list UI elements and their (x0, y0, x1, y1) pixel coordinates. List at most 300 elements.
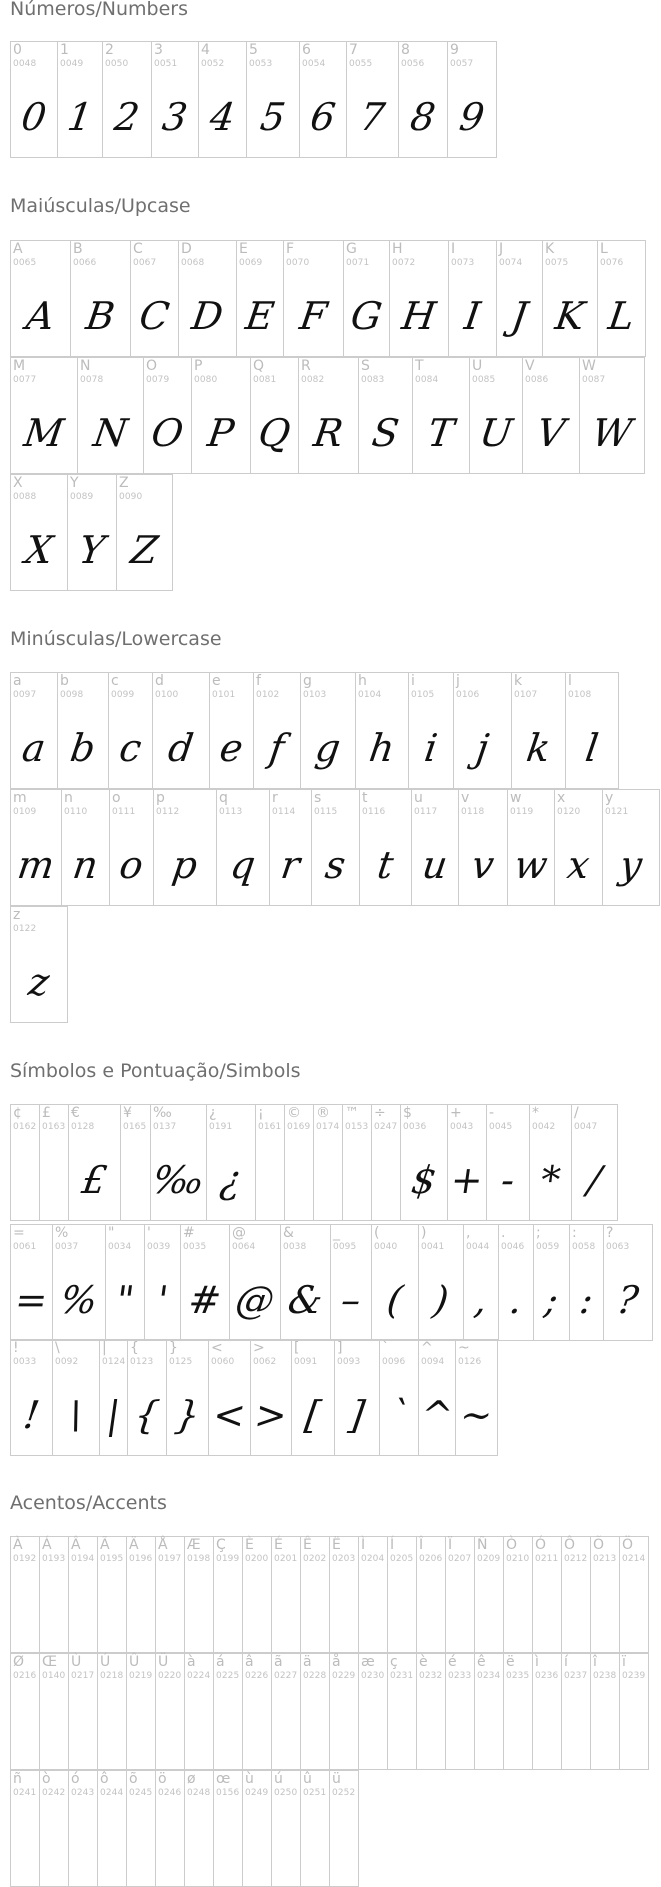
glyph-sample: r (278, 842, 303, 887)
glyph-sample: 2 (111, 94, 143, 139)
glyph-code: 0250 (274, 1788, 298, 1798)
glyph-char-label: û (303, 1771, 312, 1787)
glyph-cell (412, 357, 470, 474)
glyph-sample: . (506, 1277, 526, 1322)
glyph-row-symbols-3 (10, 1339, 497, 1456)
glyph-code: 0070 (286, 258, 310, 268)
glyph-char-label: ' (147, 1225, 151, 1241)
glyph-char-label: b (60, 673, 69, 689)
glyph-char-label: ¢ (13, 1105, 22, 1121)
glyph-code: 0080 (194, 375, 218, 385)
glyph-code: 0200 (245, 1554, 269, 1564)
glyph-char-label: G (346, 241, 357, 257)
glyph-code: 0194 (71, 1554, 95, 1564)
section-title-lowercase: Minúsculas/Lowercase (10, 628, 222, 650)
glyph-char-label: [ (294, 1340, 300, 1356)
glyph-code: 0161 (258, 1122, 282, 1132)
glyph-code: 0197 (158, 1554, 182, 1564)
glyph-code: 0100 (155, 690, 179, 700)
glyph-char-label: ? (606, 1225, 614, 1241)
glyph-code: 0071 (346, 258, 370, 268)
glyph-char-label: Ñ (477, 1537, 488, 1553)
glyph-char-label: < (211, 1340, 223, 1356)
glyph-code: 0111 (112, 807, 136, 817)
glyph-code: 0244 (100, 1788, 124, 1798)
glyph-sample: 4 (207, 94, 238, 139)
glyph-char-label: / (574, 1105, 579, 1121)
glyph-char-label: S (361, 358, 370, 374)
glyph-code: 0081 (253, 375, 277, 385)
glyph-cell (447, 41, 497, 158)
glyph-sample: ( (384, 1277, 406, 1322)
glyph-char-label: ¥ (123, 1105, 132, 1121)
glyph-char-label: Õ (593, 1537, 605, 1553)
glyph-code: 0193 (42, 1554, 66, 1564)
section-title-upcase: Maiúsculas/Upcase (10, 195, 191, 217)
glyph-char-label: ü (332, 1771, 341, 1787)
glyph-char-label: . (501, 1225, 506, 1241)
glyph-char-label: ! (13, 1340, 19, 1356)
glyph-code: 0086 (525, 375, 549, 385)
glyph-sample: w (511, 842, 551, 887)
glyph-cell (343, 240, 390, 357)
glyph-sample: j (473, 725, 492, 770)
glyph-char-label: á (216, 1654, 225, 1670)
glyph-code: 0075 (545, 258, 569, 268)
glyph-code: 0116 (362, 807, 386, 817)
glyph-code: 0110 (64, 807, 88, 817)
glyph-sample: ‰ (149, 1157, 208, 1202)
glyph-char-label: { (130, 1340, 139, 1356)
glyph-char-label: Ô (564, 1537, 576, 1553)
glyph-cell (496, 240, 543, 357)
section-title-accents: Acentos/Accents (10, 1492, 167, 1514)
glyph-code: 0090 (119, 492, 143, 502)
glyph-code: 0228 (303, 1671, 327, 1681)
glyph-code: 0115 (314, 807, 338, 817)
glyph-code: 0097 (13, 690, 37, 700)
glyph-sample: W (589, 410, 635, 455)
glyph-code: 0089 (70, 492, 94, 502)
glyph-cell (447, 1104, 487, 1221)
glyph-char-label: r (272, 790, 278, 806)
glyph-code: 0251 (303, 1788, 327, 1798)
glyph-code: 0219 (129, 1671, 153, 1681)
glyph-cell (10, 1224, 53, 1341)
glyph-code: 0126 (458, 1357, 482, 1367)
glyph-sample: h (366, 725, 398, 770)
glyph-char-label: f (256, 673, 261, 689)
glyph-char-label: c (111, 673, 119, 689)
glyph-sample: ! (20, 1392, 43, 1437)
glyph-code: 0055 (349, 59, 373, 69)
glyph-char-label: Á (42, 1537, 52, 1553)
glyph-code: 0059 (536, 1242, 560, 1252)
glyph-cell (329, 1770, 359, 1887)
glyph-code: 0230 (361, 1671, 385, 1681)
glyph-cell (619, 1536, 649, 1653)
glyph-char-label: Ä (129, 1537, 139, 1553)
glyph-char-label: í (564, 1654, 568, 1670)
glyph-char-label: É (274, 1537, 283, 1553)
glyph-code: 0118 (461, 807, 485, 817)
glyph-char-label: p (156, 790, 165, 806)
glyph-char-label: ê (477, 1654, 486, 1670)
glyph-code: 0248 (187, 1788, 211, 1798)
glyph-code: 0203 (332, 1554, 356, 1564)
glyph-char-label: ÷ (374, 1105, 386, 1121)
glyph-char-label: ò (42, 1771, 51, 1787)
glyph-cell (355, 672, 409, 789)
glyph-code: 0079 (146, 375, 170, 385)
glyph-code: 0201 (274, 1554, 298, 1564)
glyph-char-label: À (13, 1537, 23, 1553)
glyph-code: 0120 (557, 807, 581, 817)
glyph-char-label: P (194, 358, 203, 374)
glyph-char-label: @ (232, 1225, 246, 1241)
glyph-code: 0140 (42, 1671, 66, 1681)
glyph-sample: v (469, 842, 497, 887)
glyph-code: 0232 (419, 1671, 443, 1681)
glyph-char-label: Q (253, 358, 265, 374)
glyph-sample: J (508, 293, 531, 338)
glyph-code: 0084 (415, 375, 439, 385)
glyph-char-label: + (450, 1105, 462, 1121)
glyph-cell (105, 1224, 145, 1341)
glyph-char-label: 7 (349, 42, 358, 58)
glyph-cell (298, 357, 359, 474)
glyph-cell (300, 672, 356, 789)
glyph-sample: Q (255, 410, 294, 455)
glyph-char-label: T (415, 358, 424, 374)
glyph-sample: y (617, 842, 645, 887)
glyph-row-upcase-1 (10, 240, 645, 357)
glyph-char-label: ~ (458, 1340, 470, 1356)
glyph-sample: # (185, 1277, 225, 1322)
glyph-code: 0046 (501, 1242, 525, 1252)
glyph-code: 0211 (535, 1554, 559, 1564)
glyph-cell (463, 1224, 499, 1341)
glyph-code: 0113 (219, 807, 243, 817)
glyph-cell (198, 41, 247, 158)
glyph-char-label: Ì (361, 1537, 366, 1553)
glyph-code: 0065 (13, 258, 37, 268)
glyph-cell (180, 1224, 230, 1341)
glyph-code: 0217 (71, 1671, 95, 1681)
glyph-char-label: ® (316, 1105, 330, 1121)
glyph-cell (291, 1339, 335, 1456)
glyph-sample: - (498, 1157, 518, 1202)
glyph-sample: Z (128, 527, 161, 572)
glyph-sample: O (148, 410, 187, 455)
glyph-sample: 7 (357, 94, 388, 139)
glyph-code: 0095 (333, 1242, 357, 1252)
glyph-code: 0038 (283, 1242, 307, 1252)
glyph-sample: ] (346, 1392, 368, 1437)
glyph-code: 0064 (232, 1242, 256, 1252)
glyph-sample: f (266, 725, 288, 770)
glyph-char-label: H (392, 241, 403, 257)
glyph-sample: – (338, 1277, 364, 1322)
glyph-cell (253, 672, 301, 789)
glyph-sample: u (419, 842, 451, 887)
glyph-code: 0169 (287, 1122, 311, 1132)
glyph-cell (453, 672, 512, 789)
glyph-cell (67, 474, 117, 591)
glyph-code: 0092 (55, 1357, 79, 1367)
glyph-char-label: ™ (345, 1105, 359, 1121)
glyph-code: 0062 (253, 1357, 277, 1367)
glyph-char-label: B (73, 241, 83, 257)
glyph-code: 0245 (129, 1788, 153, 1798)
glyph-cell (208, 1339, 251, 1456)
glyph-cell (57, 672, 109, 789)
glyph-sample: p (169, 842, 201, 887)
glyph-code: 0117 (414, 807, 438, 817)
glyph-code: 0082 (301, 375, 325, 385)
glyph-char-label: ù (245, 1771, 254, 1787)
glyph-sample: @ (232, 1277, 278, 1322)
glyph-char-label: ) (421, 1225, 427, 1241)
glyph-cell (57, 41, 103, 158)
glyph-code: 0036 (403, 1122, 427, 1132)
glyph-sample: Y (76, 527, 108, 572)
glyph-cell (569, 1224, 604, 1341)
glyph-code: 0068 (181, 258, 205, 268)
glyph-char-label: L (600, 241, 608, 257)
glyph-char-label: e (212, 673, 221, 689)
glyph-code: 0047 (574, 1122, 598, 1132)
glyph-sample: > (251, 1392, 291, 1437)
glyph-sample: A (23, 293, 58, 338)
glyph-cell (130, 240, 179, 357)
glyph-char-label: 1 (60, 42, 69, 58)
glyph-char-label: Ú (100, 1654, 111, 1670)
glyph-char-label: é (448, 1654, 457, 1670)
glyph-char-label: ö (158, 1771, 167, 1787)
glyph-sample: C (136, 293, 173, 338)
glyph-char-label: M (13, 358, 26, 374)
glyph-code: 0048 (13, 59, 37, 69)
glyph-code: 0103 (303, 690, 327, 700)
section-title-symbols: Símbolos e Pontuação/Simbols (10, 1060, 301, 1082)
glyph-char-label: ` (382, 1340, 389, 1356)
glyph-code: 0209 (477, 1554, 501, 1564)
glyph-code: 0104 (358, 690, 382, 700)
glyph-cell (10, 1339, 53, 1456)
glyph-char-label: x (557, 790, 566, 806)
glyph-sample: o (116, 842, 147, 887)
glyph-code: 0040 (374, 1242, 398, 1252)
glyph-char-label: a (13, 673, 22, 689)
glyph-cell (458, 789, 508, 906)
glyph-code: 0049 (60, 59, 84, 69)
glyph-char-label: : (572, 1225, 577, 1241)
glyph-char-label: k (514, 673, 523, 689)
glyph-code: 0051 (154, 59, 178, 69)
glyph-cell (10, 41, 58, 158)
glyph-code: 0224 (187, 1671, 211, 1681)
glyph-char-label: ñ (13, 1771, 22, 1787)
glyph-char-label: € (71, 1105, 80, 1121)
glyph-char-label: u (414, 790, 423, 806)
glyph-code: 0108 (568, 690, 592, 700)
glyph-cell (191, 357, 251, 474)
glyph-code: 0105 (411, 690, 435, 700)
glyph-code: 0069 (239, 258, 263, 268)
glyph-char-label: > (253, 1340, 265, 1356)
glyph-code: 0236 (535, 1671, 559, 1681)
glyph-char-label: Í (390, 1537, 395, 1553)
glyph-cell (236, 240, 284, 357)
glyph-code: 0165 (123, 1122, 147, 1132)
glyph-cell (411, 789, 459, 906)
glyph-char-label: Ö (622, 1537, 634, 1553)
glyph-char-label: Å (158, 1537, 168, 1553)
glyph-cell (52, 1339, 100, 1456)
glyph-char-label: V (525, 358, 535, 374)
glyph-char-label: Ø (13, 1654, 25, 1670)
glyph-sample: 0 (18, 94, 50, 139)
glyph-char-label: ì (535, 1654, 539, 1670)
glyph-cell (120, 1104, 151, 1221)
glyph-code: 0137 (153, 1122, 177, 1132)
glyph-char-label: â (245, 1654, 254, 1670)
glyph-code: 0072 (392, 258, 416, 268)
glyph-char-label: Œ (42, 1654, 57, 1670)
glyph-cell (283, 240, 344, 357)
glyph-code: 0174 (316, 1122, 340, 1132)
glyph-row-upcase-3 (10, 474, 172, 591)
glyph-code: 0234 (477, 1671, 501, 1681)
glyph-char-label: F (286, 241, 295, 257)
glyph-cell (151, 41, 199, 158)
glyph-code: 0153 (345, 1122, 369, 1132)
glyph-char-label: E (239, 241, 248, 257)
glyph-sample: + (447, 1157, 487, 1202)
glyph-char-label: î (593, 1654, 597, 1670)
glyph-char-label: d (155, 673, 164, 689)
glyph-char-label: _ (333, 1225, 340, 1241)
glyph-cell (330, 1224, 372, 1341)
glyph-char-label: Æ (187, 1537, 201, 1553)
glyph-row-accents-2 (10, 1653, 648, 1770)
glyph-char-label: R (301, 358, 311, 374)
glyph-cell (379, 1339, 419, 1456)
glyph-code: 0198 (187, 1554, 211, 1564)
glyph-sample: M (21, 410, 67, 455)
glyph-sample: ` (386, 1392, 412, 1437)
glyph-sample: 3 (159, 94, 191, 139)
glyph-char-label: $ (403, 1105, 412, 1121)
glyph-cell (400, 1104, 448, 1221)
glyph-char-label: ó (71, 1771, 80, 1787)
glyph-sample: L (605, 293, 638, 338)
glyph-code: 0039 (147, 1242, 171, 1252)
glyph-sample: U (476, 410, 516, 455)
glyph-code: 0067 (133, 258, 157, 268)
glyph-char-label: & (283, 1225, 294, 1241)
glyph-cell (153, 789, 217, 906)
glyph-code: 0214 (622, 1554, 646, 1564)
glyph-code: 0052 (201, 59, 225, 69)
glyph-char-label: N (80, 358, 91, 374)
glyph-char-label: g (303, 673, 312, 689)
glyph-char-label: Ü (158, 1654, 169, 1670)
glyph-sample: P (205, 410, 237, 455)
glyph-char-label: 5 (249, 42, 258, 58)
glyph-cell (529, 1104, 572, 1221)
glyph-code: 0085 (472, 375, 496, 385)
glyph-char-label: Y (70, 475, 79, 491)
glyph-char-label: œ (216, 1771, 231, 1787)
glyph-code: 0225 (216, 1671, 240, 1681)
glyph-cell (144, 1224, 181, 1341)
glyph-sample: N (90, 410, 131, 455)
glyph-sample: H (399, 293, 439, 338)
glyph-cell (418, 1224, 464, 1341)
glyph-code: 0239 (622, 1671, 646, 1681)
glyph-code: 0252 (332, 1788, 356, 1798)
glyph-cell (448, 240, 497, 357)
glyph-char-label: £ (42, 1105, 51, 1121)
glyph-char-label: © (287, 1105, 301, 1121)
glyph-code: 0206 (419, 1554, 443, 1564)
glyph-code: 0243 (71, 1788, 95, 1798)
glyph-sample: 8 (407, 94, 439, 139)
glyph-char-label: s (314, 790, 322, 806)
glyph-char-label: " (108, 1225, 115, 1241)
glyph-char-label: ë (506, 1654, 515, 1670)
glyph-sample: a (19, 725, 49, 770)
glyph-char-label: Û (129, 1654, 140, 1670)
glyph-cell (299, 41, 347, 158)
glyph-char-label: 4 (201, 42, 210, 58)
glyph-cell (418, 1339, 456, 1456)
glyph-char-label: J (499, 241, 504, 257)
glyph-code: 0210 (506, 1554, 530, 1564)
glyph-char-label: ‰ (153, 1105, 172, 1121)
glyph-char-label: õ (129, 1771, 138, 1787)
glyph-sample: c (116, 725, 145, 770)
glyph-code: 0128 (71, 1122, 95, 1132)
glyph-code: 0125 (169, 1357, 193, 1367)
glyph-char-label: X (13, 475, 23, 491)
glyph-code: 0063 (606, 1242, 630, 1252)
glyph-sample: s (322, 842, 349, 887)
glyph-code: 0122 (13, 924, 37, 934)
glyph-cell (10, 672, 58, 789)
glyph-cell (206, 1104, 256, 1221)
glyph-code: 0233 (448, 1671, 472, 1681)
glyph-char-label: Î (419, 1537, 424, 1553)
glyph-code: 0035 (183, 1242, 207, 1252)
glyph-sample: E (243, 293, 277, 338)
glyph-cell (10, 906, 68, 1023)
glyph-sample: I (461, 293, 484, 338)
glyph-char-label: Â (71, 1537, 81, 1553)
glyph-cell (10, 789, 62, 906)
glyph-sample: n (70, 842, 101, 887)
glyph-code: 0073 (451, 258, 475, 268)
glyph-code: 0078 (80, 375, 104, 385)
glyph-cell (166, 1339, 209, 1456)
glyph-sample: < (210, 1392, 249, 1437)
glyph-cell (250, 357, 299, 474)
glyph-char-label: C (133, 241, 143, 257)
glyph-cell (61, 789, 110, 906)
glyph-cell (603, 1224, 653, 1341)
